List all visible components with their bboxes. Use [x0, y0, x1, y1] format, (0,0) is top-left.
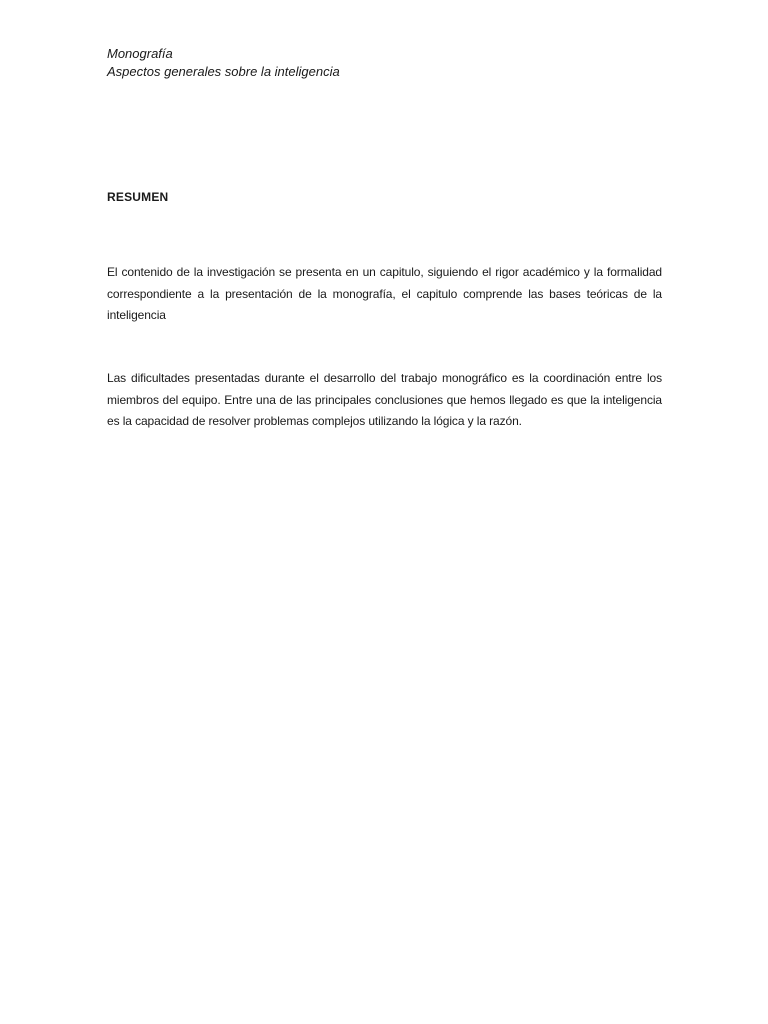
- summary-paragraph-2: Las dificultades presentadas durante el desarrollo del trabajo monográfico es la coordinación entre los miembros del equipo. Entre una de las principales conclusiones que hemos llegado es que la inteligencia es la capacidad de resolver problemas complejos utilizando la lógica y la razón.: [107, 371, 662, 428]
- header-document-type: Monografía: [107, 46, 173, 61]
- running-header: [107, 45, 667, 81]
- section-title: RESUMEN: [107, 190, 169, 204]
- header-document-subject: Aspectos generales sobre la inteligencia: [107, 64, 340, 79]
- summary-paragraph-1: El contenido de la investigación se presenta en un capitulo, siguiendo el rigor académico y la formalidad correspondiente a la presentación de la monografía, el capitulo comprende las bases teóricas de la inteligencia: [107, 265, 662, 322]
